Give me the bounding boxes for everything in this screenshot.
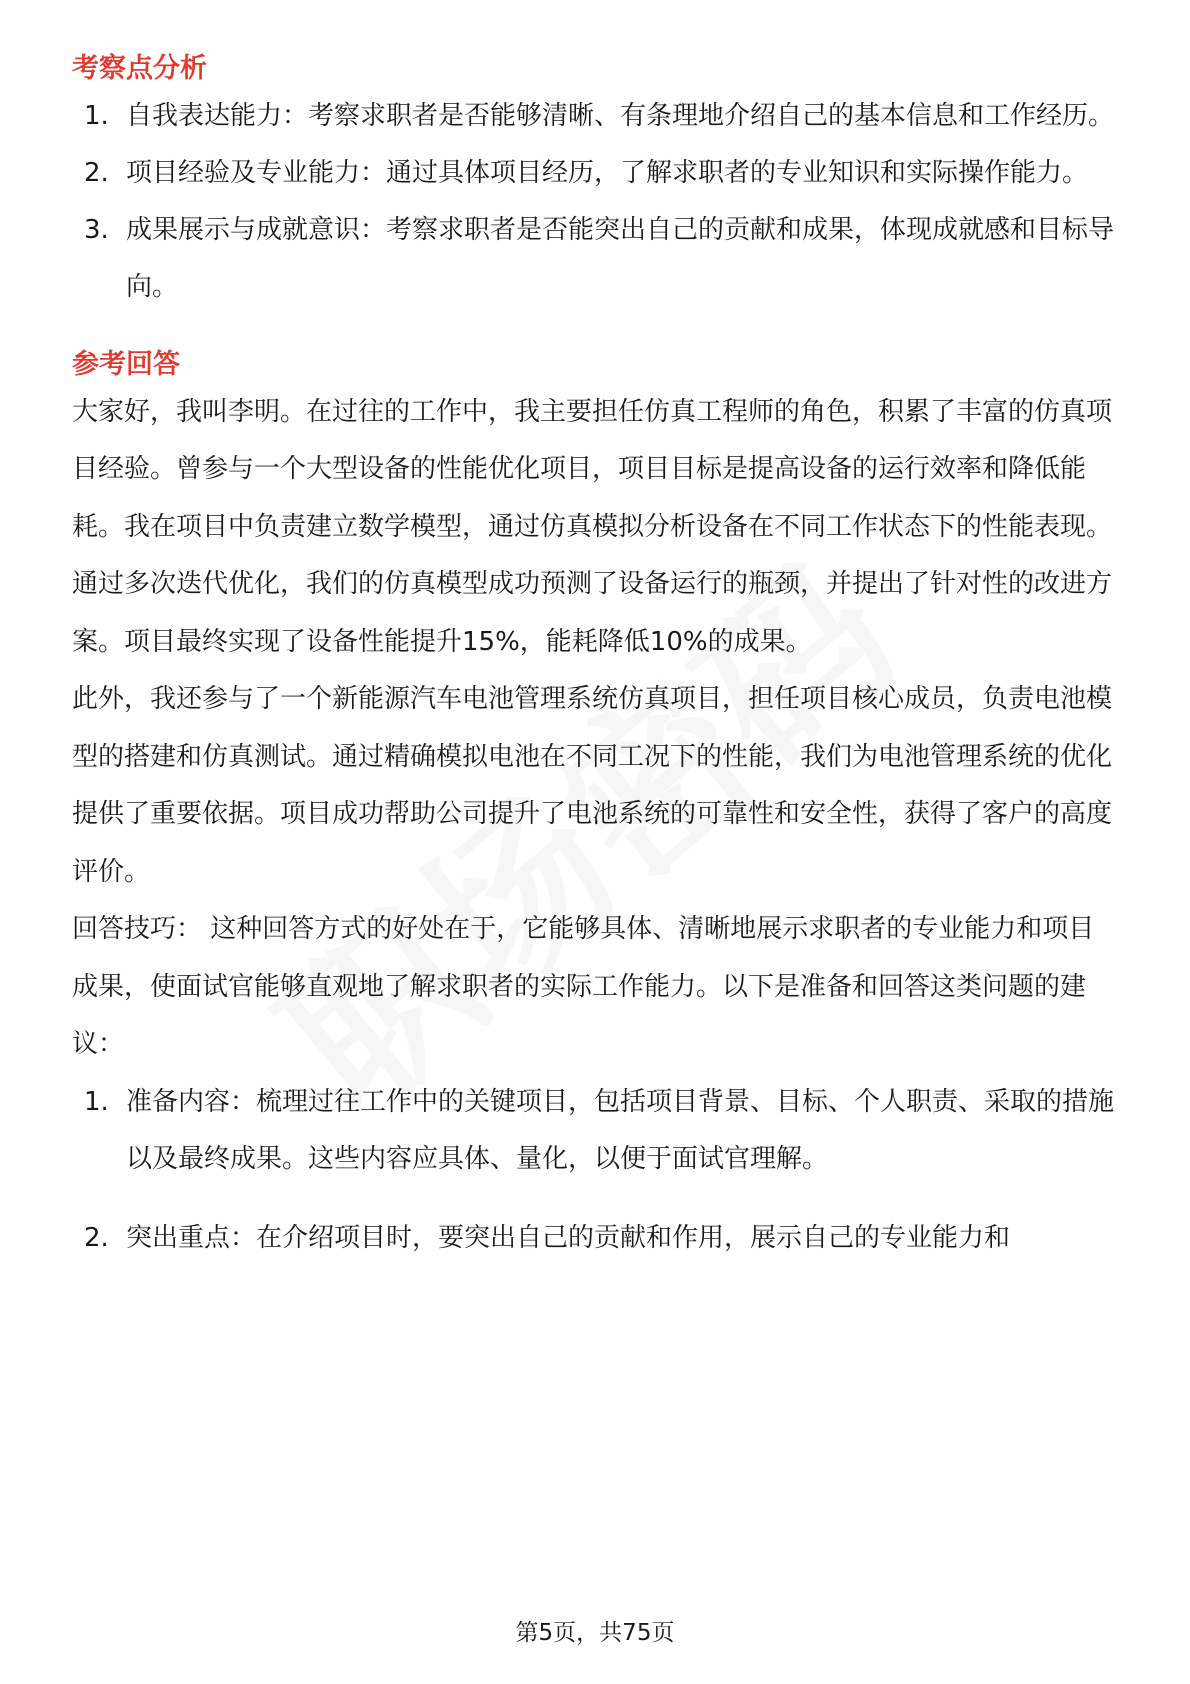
- list-number: 3.: [84, 214, 109, 245]
- answer-tips-paragraph: 回答技巧： 这种回答方式的好处在于，它能够具体、清晰地展示求职者的专业能力和项目成果，使面试官能够直观地了解求职者的实际工作能力。以下是准备和回答这类问题的建议：: [72, 914, 1095, 1060]
- list-item-text: 突出重点：在介绍项目时，要突出自己的贡献和作用，展示自己的专业能力和: [126, 1222, 1011, 1253]
- answer-paragraph-2: 此外，我还参与了一个新能源汽车电池管理系统仿真项目，担任项目核心成员，负责电池模型的搭建和仿真测试。通过精确模拟电池在不同工况下的性能，我们为电池管理系统的优化提供了重要依据。项目成功帮助公司提升了电池系统的可靠性和安全性，获得了客户的高度评价。: [72, 684, 1113, 887]
- answer-paragraph-1: 大家好，我叫李明。在过往的工作中，我主要担任仿真工程师的角色，积累了丰富的仿真项目经验。曾参与一个大型设备的性能优化项目，项目目标是提高设备的运行效率和降低能耗。我在项目中负责建立数学模型，通过仿真模拟分析设备在不同工作状态下的性能表现。通过多次迭代优化，我们的仿真模型成功预测了设备运行的瓶颈，并提出了针对性的改进方案。项目最终实现了设备性能提升15%，能耗降低10%的成果。: [72, 396, 1113, 657]
- tip-item-1: [72, 1074, 1118, 1188]
- analysis-heading: 考察点分析: [72, 53, 207, 84]
- list-number: 1.: [84, 100, 109, 131]
- page-number-label: 第5页，共75页: [515, 1620, 675, 1646]
- answer-heading: 参考回答: [72, 348, 180, 380]
- analysis-list: [72, 88, 1118, 316]
- tips-list: [72, 1074, 1118, 1267]
- list-item-text: 成果展示与成就意识：考察求职者是否能突出自己的贡献和成果，体现成就感和目标导向。: [126, 214, 1115, 302]
- list-number: 1.: [84, 1086, 109, 1117]
- list-item-text: 准备内容：梳理过往工作中的关键项目，包括项目背景、目标、个人职责、采取的措施以及最终成果。这些内容应具体、量化，以便于面试官理解。: [126, 1086, 1115, 1174]
- list-item-text: 项目经验及专业能力：通过具体项目经历，了解求职者的专业知识和实际操作能力。: [126, 157, 1089, 188]
- tip-item-2: [72, 1210, 1118, 1267]
- analysis-item-1: [72, 88, 1118, 145]
- document-page: [72, 40, 1118, 1289]
- analysis-item-3: [72, 202, 1118, 316]
- page-footer: [0, 1614, 1190, 1647]
- list-item-text: 自我表达能力：考察求职者是否能够清晰、有条理地介绍自己的基本信息和工作经历。: [126, 100, 1115, 131]
- list-number: 2.: [84, 157, 109, 188]
- analysis-item-2: [72, 145, 1118, 202]
- list-number: 2.: [84, 1222, 109, 1253]
